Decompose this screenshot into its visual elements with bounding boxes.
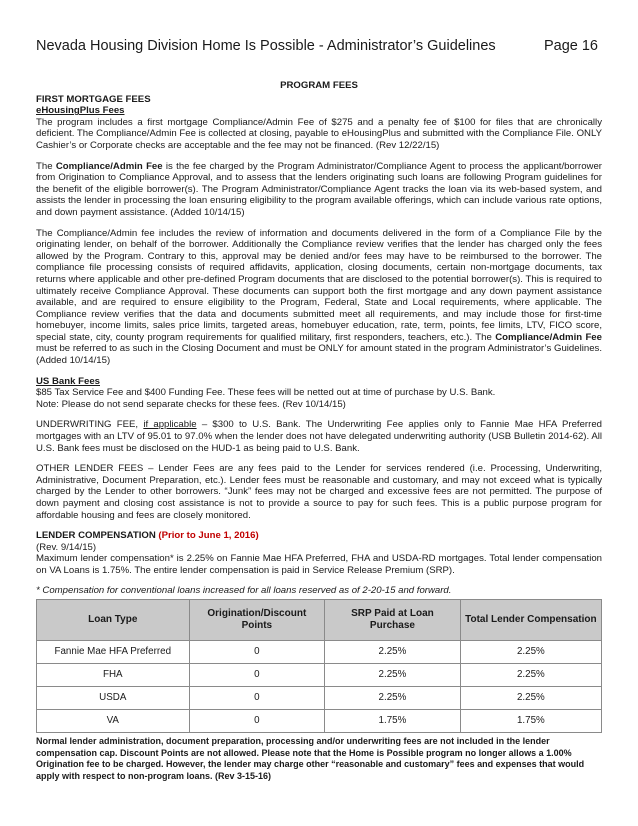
us-bank-fees-line: $85 Tax Service Fee and $400 Funding Fee. These fees will be netted out at time of purchase by U.S. Bank. <box>36 387 496 399</box>
table-cell: 0 <box>189 664 325 687</box>
table-cell: 0 <box>189 687 325 710</box>
table-cell: 2.25% <box>325 687 461 710</box>
compensation-footnote: * Compensation for conventional loans increased for all loans reserved as of 2-20-15 and forward. <box>36 584 452 596</box>
text-span: The Compliance/Admin fee includes the review of information and documents delivered in the form of a Compliance File by the originating lender, on behalf of the borrower. Additionally the Compliance review verifies that the lender has charged only the fees allowed by the Program. Contrary to this, approval may be denied and/or fees may have to be reimbursed to the borrower. The compliance file processing consists of required affidavits, application, closing documents, certain non-mortgage documents, tax returns where applicable and other pre-defined Program documents that are disclosed to the potential borrower(s). This is required to ultimately receive Compliance Approval. These documents can support both the first mortgage and any down payment assistance available, and are required to ensure eligibility to the Program, Federal, State and Local requirements, where applicable. The Compliance review verifies that the data and documents submitted meet all requirements, and may include those for first-time homebuyer, income limits, sales price limits, targeted areas, homebuyer education, rate, term, points, fee limits, LTV, FICO score, special state, city, county program requirements for qualified military, first responders, teachers, etc.). The <box>36 227 602 343</box>
lender-compensation-heading <box>36 530 602 542</box>
table-header-row <box>37 600 602 641</box>
column-header: Total Lender Compensation <box>460 600 601 641</box>
table-row <box>37 664 602 687</box>
if-applicable-text: if applicable <box>143 419 197 431</box>
compliance-fee-paragraph: The program includes a first mortgage Compliance/Admin Fee of $275 and a penalty fee of $100 for files that are chronically deficient. The Compliance/Admin Fee is collected at closing, payable to eHousingPlus and submitted with the Compliance File. ONLY Cashier’s or Corporate checks are acceptable and the fee may not be financed. (Rev 12/22/15) <box>36 116 602 151</box>
page-header <box>36 38 602 58</box>
page-number: Page 16 <box>543 38 598 54</box>
ehousingplus-heading: eHousingPlus Fees <box>36 105 125 117</box>
table-cell: 1.75% <box>460 710 601 733</box>
text-span: – $300 to U.S. Bank. The Underwriting Fee applies only to Fannie Mae HFA Preferred mortgages with an LTV of 95.01 to 97.0% when the lender does not have delegated underwriting authority (USB Bulletin 2014-62). All U.S. Bank fees must be disclosed on the HUD-1 as being paid to U.S. Bank. <box>36 419 602 454</box>
column-header: SRP Paid at Loan Purchase <box>325 600 461 641</box>
table-row <box>37 687 602 710</box>
first-mortgage-heading: FIRST MORTGAGE FEES <box>36 93 151 105</box>
compliance-review-paragraph <box>36 228 602 367</box>
column-header: Loan Type <box>37 600 190 641</box>
document-body <box>36 80 602 782</box>
table-cell: 2.25% <box>460 687 601 710</box>
other-lender-fees-paragraph: OTHER LENDER FEES – Lender Fees are any fees paid to the Lender for services rendered (i.e. Processing, Underwriting, Administrative, Document Preparation, etc.). Lender fees must be reasonable and customary, and may not exceed what is typically charged by the Lender to other borrowers. “Junk” fees may not be charged and excessive fees are not permitted. The purpose of down payment and closing cost assistance is not to provide a source to pay for such fees. This is a public purpose program for affordable housing and fees are closely monitored. <box>36 463 602 521</box>
table-cell: 2.25% <box>460 641 601 664</box>
text-span: is the fee charged by the Program Administrator/Compliance Agent to process the applicant/borrower from Origination to Compliance Approval, and to assess that the lenders originating such loans are following Program guidelines for the benefit of the eligible borrower(s). The Program Administrator/Compliance Agent tracks the loan via its web-based system, and assists the lender in processing the loan ensuring eligibility to the program available offerings, which can include various rate options, and down payment assistance. (Added 10/14/15) <box>36 160 602 218</box>
table-cell: VA <box>37 710 190 733</box>
compliance-definition-paragraph <box>36 161 602 219</box>
us-bank-note: Note: Please do not send separate checks for these fees. (Rev 10/14/15) <box>36 398 346 410</box>
table-cell: 0 <box>189 641 325 664</box>
section-title: PROGRAM FEES <box>280 80 358 91</box>
bold-term: Compliance/Admin Fee <box>495 331 602 343</box>
table-cell: USDA <box>37 687 190 710</box>
table-row <box>37 641 602 664</box>
text-span: UNDERWRITING FEE, <box>36 419 144 431</box>
revision-note: (Rev. 9/14/15) <box>36 541 97 553</box>
table-cell: 2.25% <box>325 641 461 664</box>
table-row <box>37 710 602 733</box>
date-qualifier: (Prior to June 1, 2016) <box>158 530 259 542</box>
compensation-table <box>36 599 602 733</box>
max-compensation-paragraph: Maximum lender compensation* is 2.25% on Fannie Mae HFA Preferred, FHA and USDA-RD mortgages. Total lender compensation on VA Loans is 1.75%. The entire lender compensation is paid in Service Release Premium (SRP). <box>36 553 602 576</box>
bold-term: Compliance/Admin Fee <box>55 160 163 172</box>
text-span: must be referred to as such in the Closing Document and must be ONLY for amount stated in the program Administrator’s Guidelines. (Added 10/14/15) <box>36 343 602 367</box>
text-span: LENDER COMPENSATION <box>36 530 159 542</box>
us-bank-heading: US Bank Fees <box>36 375 100 387</box>
table-cell: 1.75% <box>325 710 461 733</box>
table-cell: 2.25% <box>460 664 601 687</box>
document-title: Nevada Housing Division Home Is Possible - Administrator’s Guidelines <box>36 38 496 54</box>
underwriting-fee-paragraph <box>36 419 602 454</box>
table-cell: 0 <box>189 710 325 733</box>
column-header: Origination/Discount Points <box>189 600 325 641</box>
table-cell: Fannie Mae HFA Preferred <box>37 641 190 664</box>
lender-fees-footer-note: Normal lender administration, document preparation, processing and/or underwriting fees are not included in the lender compensation cap. Discount Points are not allowed. Please note that the Home is Possible program no longer allows a 1.00% Origination fee to be charged. However, the lender may charge other “reasonable and customary” fees and expenses that would apply with respect to non-program loans. (Rev 3-15-16) <box>36 736 585 781</box>
table-cell: 2.25% <box>325 664 461 687</box>
table-cell: FHA <box>37 664 190 687</box>
text-span: The <box>36 160 56 172</box>
